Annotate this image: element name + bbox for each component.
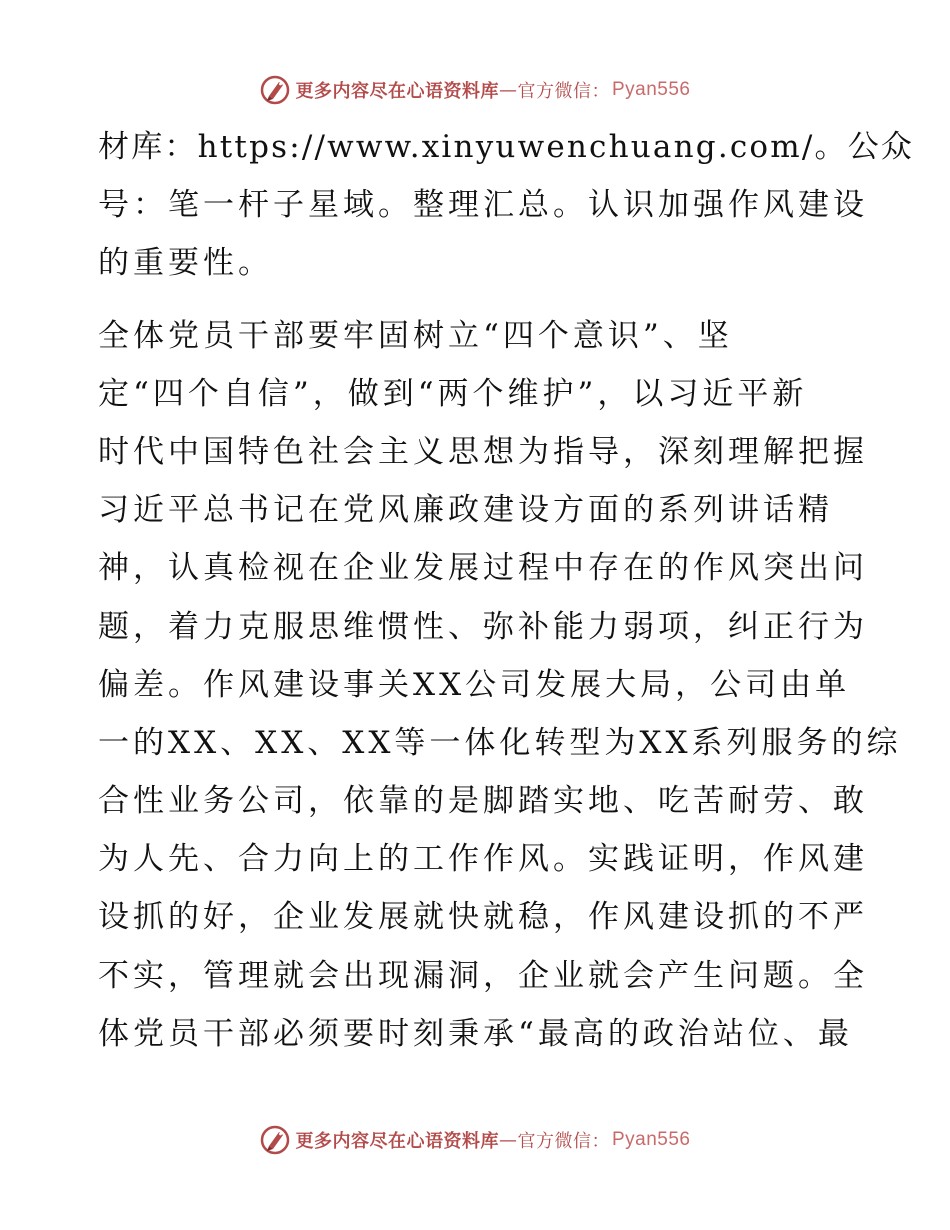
paragraph-spacer (98, 293, 850, 307)
text-line: 合性业务公司，依靠的是脚踏实地、吃苦耐劳、敢 (98, 783, 868, 820)
text-line: 时代中国特色社会主义思想为指导，深刻理解把握 (98, 433, 868, 470)
text-line: 为人先、合力向上的工作作风。实践证明，作风建 (98, 841, 868, 878)
text-line: 设抓的好，企业发展就快就稳，作风建设抓的不严 (98, 899, 868, 936)
text-line: 神，认真检视在企业发展过程中存在的作风突出问 (98, 550, 868, 587)
text-line: 全体党员干部要牢固树立“四个意识”、坚 (98, 317, 733, 354)
pen-nib-logo-icon (259, 1124, 291, 1156)
banner-wechat-handle: Pyan556 (611, 79, 691, 100)
banner-wechat-label: 官方微信： (517, 1131, 610, 1152)
banner-wechat-handle: Pyan556 (611, 1129, 691, 1150)
document-body (98, 118, 915, 1063)
banner-wechat-label: 官方微信： (517, 81, 610, 102)
text-line: 体党员干部必须要时刻秉承“最高的政治站位、最 (98, 1015, 853, 1052)
pen-nib-logo-icon (259, 74, 291, 106)
text-line: 偏差。作风建设事关XX公司发展大局，公司由单 (98, 666, 851, 703)
text-line: 定“四个自信”，做到“两个维护”，以习近平新 (98, 375, 808, 412)
paragraph-2 (98, 307, 902, 1063)
text-line: 不实，管理就会出现漏洞，企业就会产生问题。全 (98, 957, 868, 994)
text-line: 材库：https://www.xinyuwenchuang.com/。公众 (98, 129, 915, 165)
footer-banner (0, 1120, 950, 1160)
text-line: 一的XX、XX、XX等一体化转型为XX系列服务的综 (98, 724, 902, 761)
banner-separator: — (498, 1129, 518, 1151)
paragraph-1 (98, 118, 915, 293)
text-line: 习近平总书记在党风廉政建设方面的系列讲话精 (98, 492, 833, 529)
banner-brand: 更多内容尽在心语资料库 (295, 1131, 499, 1152)
text-line: 的重要性。 (98, 245, 273, 282)
text-line: 题，着力克服思维惯性、弥补能力弱项，纠正行为 (98, 608, 868, 645)
banner-separator: — (498, 79, 518, 101)
text-line: 号：笔一杆子星域。整理汇总。认识加强作风建设 (98, 187, 868, 224)
banner-brand: 更多内容尽在心语资料库 (295, 81, 499, 102)
header-banner (0, 70, 950, 110)
